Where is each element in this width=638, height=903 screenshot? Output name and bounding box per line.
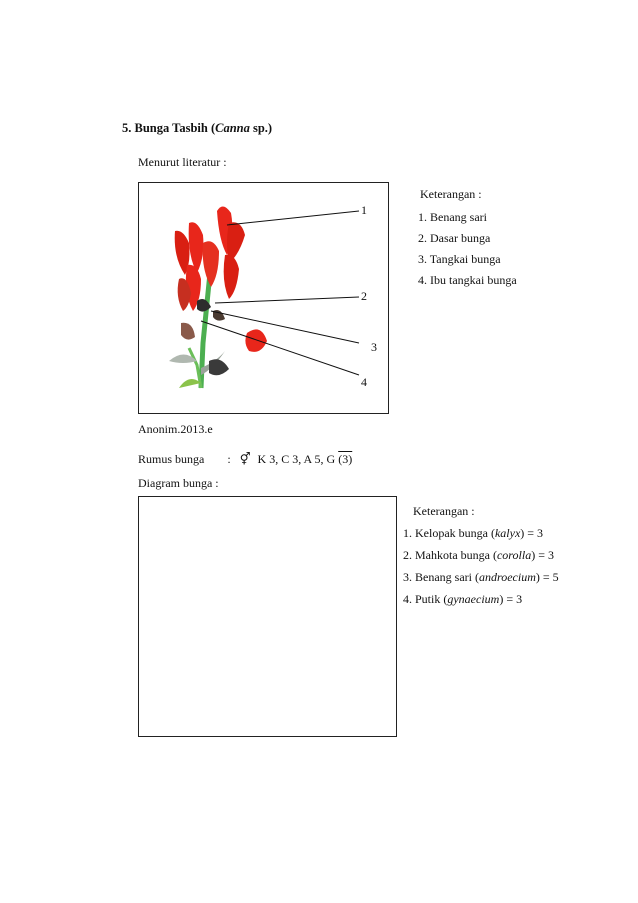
formula-colon: : (227, 452, 231, 466)
keterangan-item: 1. Benang sari (418, 210, 487, 224)
figure-label-3: 3 (371, 340, 377, 354)
keterangan-item: 2. Dasar bunga (418, 231, 491, 245)
figure-label-4: 4 (361, 375, 367, 389)
keterangan-item: 3. Benang sari (androecium) = 5 (403, 570, 559, 584)
figure-box (138, 182, 389, 414)
diagram-label: Diagram bunga : (138, 476, 219, 490)
canna-flower-illustration (139, 183, 388, 413)
literature-label: Menurut literatur : (138, 155, 227, 169)
zygomorphic-bisexual-icon: ⚥ (239, 452, 251, 466)
figure-caption: Anonim.2013.e (138, 422, 213, 436)
formula-label: Rumus bunga (138, 452, 205, 466)
figure-label-1: 1 (361, 203, 367, 217)
keterangan-heading: Keterangan : (413, 504, 475, 518)
keterangan-item: 1. Kelopak bunga (kalyx) = 3 (403, 526, 544, 540)
keterangan-item: 4. Ibu tangkai bunga (418, 273, 517, 287)
section-title: 5. Bunga Tasbih (Canna sp.) (122, 121, 273, 135)
keterangan-item: 3. Tangkai bunga (418, 252, 501, 266)
formula-text: K 3, C 3, A 5, G (257, 452, 339, 466)
diagram-box (138, 496, 397, 737)
keterangan-heading: Keterangan : (420, 187, 482, 201)
keterangan-list-1 (418, 184, 517, 291)
formula-ovary: (3) (338, 452, 353, 466)
flower-formula (138, 452, 352, 467)
figure-label-2: 2 (361, 289, 367, 303)
keterangan-item: 2. Mahkota bunga (corolla) = 3 (403, 548, 554, 562)
keterangan-item: 4. Putik (gynaecium) = 3 (403, 592, 523, 606)
keterangan-list-2 (403, 500, 559, 610)
